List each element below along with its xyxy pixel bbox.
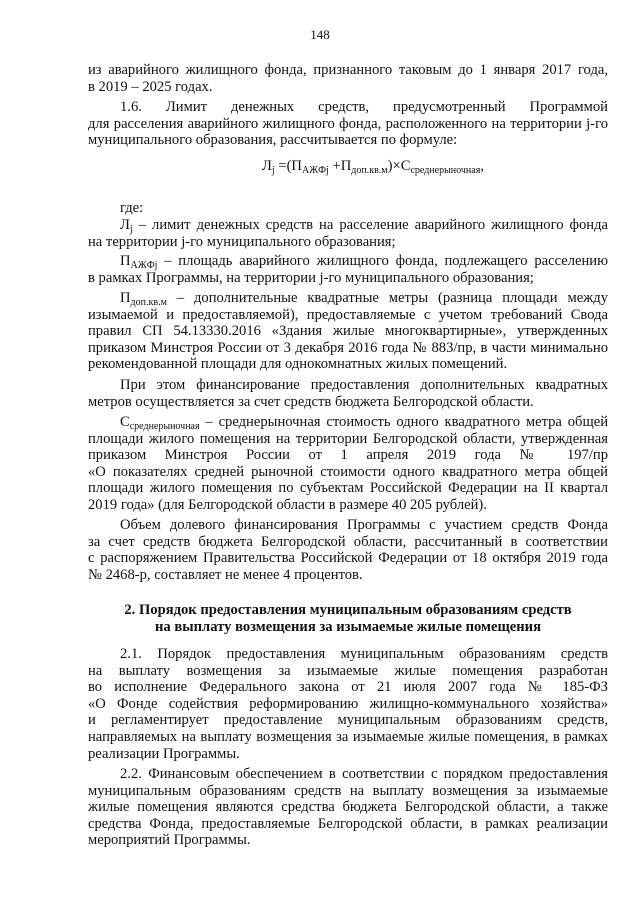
text-line: жилые помещения являются средства бюджета Белгородской области, а также (88, 799, 608, 816)
definition-subscript: j (129, 224, 133, 235)
definition-subscript: среднерыночная (129, 421, 200, 432)
paragraph-1-6 (88, 99, 608, 149)
definition-extra-area (88, 290, 608, 373)
text-line: средства Фонда, предоставляемые Белгородской области, в рамках реализации (88, 815, 608, 832)
definition-subscript: доп.кв.м (130, 297, 167, 308)
definition-area (88, 253, 608, 286)
text-line: 2019 года» (для Белгородской области в размере 40 205 рублей). (88, 496, 487, 513)
formula-subscript: доп.кв.м (351, 165, 388, 176)
text-line: и регламентирует предоставление муниципальным образованиям средств, (88, 712, 608, 729)
text-line: № 2468-р, составляет не менее 4 процентов. (88, 566, 363, 583)
text-line: на выплату возмещения за изымаемые жилые помещения разработан (88, 662, 608, 679)
text-line: приказом Минстроя России от 3 декабря 2016 года № 883/пр, в части минимально (88, 339, 608, 356)
text-line: Объем долевого финансирования Программы с участием средств Фонда (120, 517, 608, 533)
formula-part: =(П (274, 158, 302, 174)
text-line: «О показателях средней рыночной стоимости одного квадратного метра общей (88, 463, 608, 480)
text-line: 2.2. Финансовым обеспечением в соответствии с порядком предоставления (120, 766, 608, 782)
formula-part: )×С (387, 158, 411, 174)
text-line (88, 217, 608, 234)
formula-part: +П (328, 158, 352, 174)
definition-symbol: С (120, 414, 130, 430)
definition-symbol: П (120, 253, 131, 269)
formula-symbol: Л (262, 158, 272, 174)
paragraph-2-1 (88, 646, 608, 762)
definition-limit (88, 217, 608, 250)
text-line (88, 253, 608, 270)
paragraph-intro (88, 62, 608, 95)
formula-subscript: j (271, 165, 275, 176)
paragraph-2-2 (88, 766, 608, 849)
definition-text: – площадь аварийного жилищного фонда, подлежащего расселению (157, 253, 608, 269)
text-line: для расселения аварийного жилищного фонда, расположенного на территории j-го (88, 115, 608, 132)
text-line: «О Фонде содействия реформированию жилищно-коммунального хозяйства» (88, 695, 608, 712)
text-line: из аварийного жилищного фонда, признанного таковым до 1 января 2017 года, (88, 62, 608, 78)
text-line: При этом финансирование предоставления дополнительных квадратных (120, 377, 608, 393)
text-line: правил СП 54.13330.2016 «Здания жилые многоквартирные», утвержденных (88, 323, 608, 340)
formula-subscript: АЖФj (301, 165, 329, 176)
text-line: с распоряжением Правительства Российской Федерации от 18 октября 2019 года (88, 550, 608, 567)
paragraph-funding (88, 377, 608, 410)
text-line: метров осуществляется за счет средств бюджета Белгородской области. (88, 393, 534, 410)
definition-symbol: Л (120, 217, 130, 233)
paragraph-volume (88, 517, 608, 583)
text-line: изымаемой и предоставляемой), предоставляемые с учетом требований Свода (88, 306, 608, 323)
text-line: приказом Минстроя России от 1 апреля 2019 года № 197/пр (88, 447, 608, 464)
text-line: 1.6. Лимит денежных средств, предусмотренный Программой (120, 99, 608, 115)
page-number: 148 (310, 27, 330, 42)
text-line: муниципальным образованиям средств на выплату возмещения за изымаемые (88, 782, 608, 799)
heading-line: 2. Порядок предоставления муниципальным образованиям средств (124, 602, 572, 618)
text-line: мероприятий Программы. (88, 832, 251, 849)
text-line (88, 414, 608, 431)
text-line: муниципального образования, рассчитывается по формуле: (88, 132, 458, 149)
text-line: направляемых на выплату возмещения за изымаемые жилые помещения, в рамках (88, 728, 608, 745)
formula-part: , (480, 158, 484, 174)
text-line: площади жилого помещения на территории Белгородской области, утвержденная (88, 430, 608, 447)
heading-line: на выплату возмещения за изымаемые жилые помещения (155, 618, 541, 635)
text-line: в рамках Программы, на территории j-го муниципального образования; (88, 269, 534, 286)
text-line: площади жилого помещения по субъектам Российской Федерации на II квартал (88, 480, 608, 497)
text-line: за счет средств бюджета Белгородской области, рассчитанный в соответствии (88, 533, 608, 550)
definition-market-price (88, 414, 608, 514)
definition-text: – среднерыночная стоимость одного квадратного метра общей (199, 414, 608, 430)
definition-symbol: П (120, 290, 131, 306)
text-line: 2.1. Порядок предоставления муниципальным образованиям средств (120, 646, 608, 662)
text-line (88, 290, 608, 307)
formula-subscript: среднерыночная (410, 165, 481, 176)
text-line: реализации Программы. (88, 745, 240, 762)
definition-subscript: АЖФj (130, 260, 158, 271)
limit-formula (262, 158, 484, 175)
definition-text: – дополнительные квадратные метры (разница площади между (166, 290, 608, 306)
text-line: рекомендованной площади для однокомнатных жилых помещений. (88, 356, 508, 373)
text-line: в 2019 – 2025 годах. (88, 78, 213, 95)
text-line: во исполнение Федерального закона от 21 июля 2007 года № 185-ФЗ (88, 679, 608, 696)
definition-text: – лимит денежных средств на расселение аварийного жилищного фонда (132, 217, 608, 233)
text-line: на территории j-го муниципального образования; (88, 233, 396, 250)
where-label: где: (120, 200, 144, 216)
section-heading (88, 602, 608, 635)
